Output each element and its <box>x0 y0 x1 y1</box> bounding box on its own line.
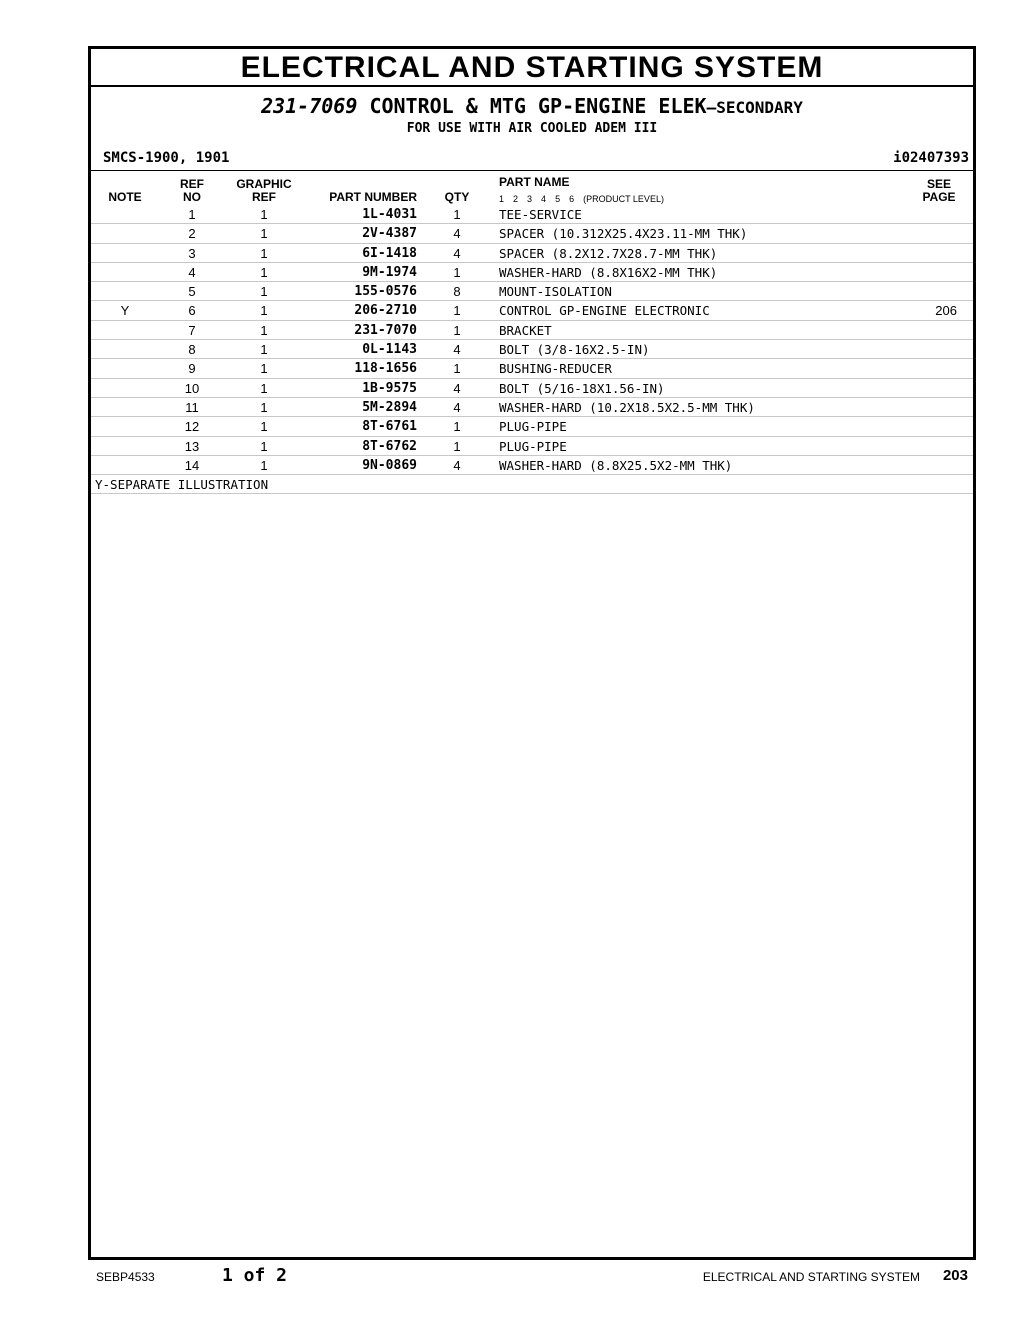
table-row <box>91 321 973 340</box>
cell-part-number: 206-2710 <box>354 303 417 319</box>
product-level-5: 5 <box>555 194 561 204</box>
col-ref-bottom: NO <box>183 190 201 204</box>
cell-part-number: 5M-2894 <box>362 399 417 415</box>
cell-ref-no: 8 <box>188 342 196 358</box>
col-see-bottom: PAGE <box>922 190 956 204</box>
cell-graphic-ref: 1 <box>260 207 268 222</box>
parts-table <box>91 205 973 494</box>
table-row <box>91 282 973 301</box>
table-row <box>91 340 973 359</box>
cell-ref-no: 1 <box>188 207 196 222</box>
cell-graphic-ref: 1 <box>260 303 268 319</box>
group-heading <box>91 94 973 120</box>
cell-part-name: WASHER-HARD (10.2X18.5X2.5-MM THK) <box>499 399 755 415</box>
cell-qty: 4 <box>453 342 461 358</box>
table-row <box>91 456 973 475</box>
illustration-id: i02407393 <box>893 150 969 166</box>
cell-ref-no: 5 <box>188 284 196 300</box>
cell-part-number: 0L-1143 <box>362 342 417 358</box>
cell-part-number: 231-7070 <box>354 322 417 338</box>
cell-ref-no: 11 <box>185 399 199 415</box>
table-row <box>91 224 973 243</box>
footnote-text: Y-SEPARATE ILLUSTRATION <box>95 477 269 493</box>
cell-qty: 4 <box>453 380 461 396</box>
cell-part-number: 6I-1418 <box>362 245 417 261</box>
cell-part-number: 8T-6762 <box>362 438 417 454</box>
cell-ref-no: 9 <box>188 361 196 377</box>
cell-note: Y <box>120 303 130 319</box>
cell-part-number: 9N-0869 <box>362 457 417 473</box>
page-frame <box>88 46 976 1260</box>
section-title: ELECTRICAL AND STARTING SYSTEM <box>91 49 973 87</box>
col-part-number: PART NUMBER <box>329 190 417 204</box>
col-graphic-bottom: REF <box>252 190 276 204</box>
cell-part-name: TEE-SERVICE <box>499 207 582 222</box>
document-id: SEBP4533 <box>96 1270 155 1284</box>
cell-graphic-ref: 1 <box>260 399 268 415</box>
table-row <box>91 301 973 320</box>
product-level-labels <box>499 194 673 205</box>
table-row <box>91 437 973 456</box>
cell-qty: 1 <box>453 322 461 338</box>
cell-ref-no: 7 <box>188 322 196 338</box>
cell-graphic-ref: 1 <box>260 419 268 435</box>
cell-part-number: 9M-1974 <box>362 264 417 280</box>
cell-part-name: BUSHING-REDUCER <box>499 361 612 377</box>
cell-ref-no: 4 <box>188 264 196 280</box>
group-name: CONTROL & MTG GP-ENGINE ELEK <box>369 94 707 118</box>
table-footnote <box>91 475 973 494</box>
footer-section-title: ELECTRICAL AND STARTING SYSTEM <box>702 1270 920 1284</box>
cell-part-name: WASHER-HARD (8.8X25.5X2-MM THK) <box>499 457 733 473</box>
col-part-name: PART NAME <box>499 175 570 189</box>
group-part-number: 231-7069 <box>261 94 358 118</box>
cell-qty: 1 <box>453 264 461 280</box>
cell-ref-no: 13 <box>184 438 200 454</box>
cell-qty: 1 <box>453 361 461 377</box>
cell-part-number: 1L-4031 <box>362 207 417 222</box>
header-divider <box>91 170 973 171</box>
cell-qty: 4 <box>453 399 461 415</box>
group-usage: FOR USE WITH AIR COOLED ADEM III <box>406 121 658 136</box>
product-level-4: 4 <box>541 194 547 204</box>
cell-part-name: PLUG-PIPE <box>499 438 567 454</box>
table-row <box>91 398 973 417</box>
cell-graphic-ref: 1 <box>260 380 268 396</box>
cell-qty: 8 <box>453 284 461 300</box>
col-see-top: SEE <box>926 177 951 191</box>
table-row <box>91 379 973 398</box>
cell-ref-no: 14 <box>184 457 200 473</box>
cell-qty: 1 <box>453 419 461 435</box>
cell-part-name: BRACKET <box>499 322 552 338</box>
page-number: 203 <box>942 1267 968 1284</box>
cell-graphic-ref: 1 <box>260 264 268 280</box>
cell-part-name: BOLT (3/8-16X2.5-IN) <box>499 342 650 358</box>
cell-qty: 1 <box>453 207 461 222</box>
cell-ref-no: 6 <box>188 303 196 319</box>
cell-qty: 4 <box>453 226 461 242</box>
cell-part-name: MOUNT-ISOLATION <box>499 284 612 300</box>
col-ref-top: REF <box>180 177 204 191</box>
product-level-3: 3 <box>527 194 533 204</box>
cell-qty: 1 <box>453 303 461 319</box>
cell-graphic-ref: 1 <box>260 245 268 261</box>
product-level-2: 2 <box>513 194 519 204</box>
cell-qty: 4 <box>453 245 461 261</box>
cell-ref-no: 12 <box>184 419 200 435</box>
page-of-indicator: 1 of 2 <box>222 1265 288 1286</box>
cell-graphic-ref: 1 <box>260 322 268 338</box>
product-level-6: 6 <box>569 194 575 204</box>
cell-part-name: WASHER-HARD (8.8X16X2-MM THK) <box>499 264 718 280</box>
cell-part-number: 155-0576 <box>354 284 417 300</box>
table-row <box>91 244 973 263</box>
table-row <box>91 205 973 224</box>
cell-ref-no: 10 <box>184 380 200 396</box>
cell-qty: 4 <box>453 457 461 473</box>
cell-part-name: BOLT (5/16-18X1.56-IN) <box>499 380 665 396</box>
cell-part-number: 1B-9575 <box>362 380 417 396</box>
cell-ref-no: 3 <box>188 245 196 261</box>
cell-part-number: 2V-4387 <box>362 226 417 242</box>
table-row <box>91 263 973 282</box>
cell-part-name: SPACER (10.312X25.4X23.11-MM THK) <box>499 226 748 242</box>
table-row <box>91 359 973 378</box>
product-level-caption: (PRODUCT LEVEL) <box>583 194 664 204</box>
cell-qty: 1 <box>453 438 461 454</box>
product-level-1: 1 <box>499 194 505 204</box>
cell-graphic-ref: 1 <box>260 284 268 300</box>
cell-part-name: PLUG-PIPE <box>499 419 567 435</box>
cell-part-name: CONTROL GP-ENGINE ELECTRONIC <box>499 303 710 319</box>
cell-see-page: 206 <box>935 303 957 319</box>
col-graphic-top: GRAPHIC <box>236 177 292 191</box>
group-qualifier: —SECONDARY <box>706 98 803 117</box>
cell-part-name: SPACER (8.2X12.7X28.7-MM THK) <box>499 245 718 261</box>
cell-graphic-ref: 1 <box>260 457 268 473</box>
smcs-code: SMCS-1900, 1901 <box>103 150 230 166</box>
cell-graphic-ref: 1 <box>260 361 268 377</box>
cell-graphic-ref: 1 <box>260 342 268 358</box>
cell-graphic-ref: 1 <box>260 226 268 242</box>
cell-ref-no: 2 <box>188 226 196 242</box>
cell-part-number: 8T-6761 <box>362 419 417 435</box>
cell-graphic-ref: 1 <box>260 438 268 454</box>
cell-part-number: 118-1656 <box>354 361 417 377</box>
col-note: NOTE <box>108 190 142 204</box>
table-row <box>91 417 973 436</box>
col-qty: QTY <box>444 190 470 204</box>
